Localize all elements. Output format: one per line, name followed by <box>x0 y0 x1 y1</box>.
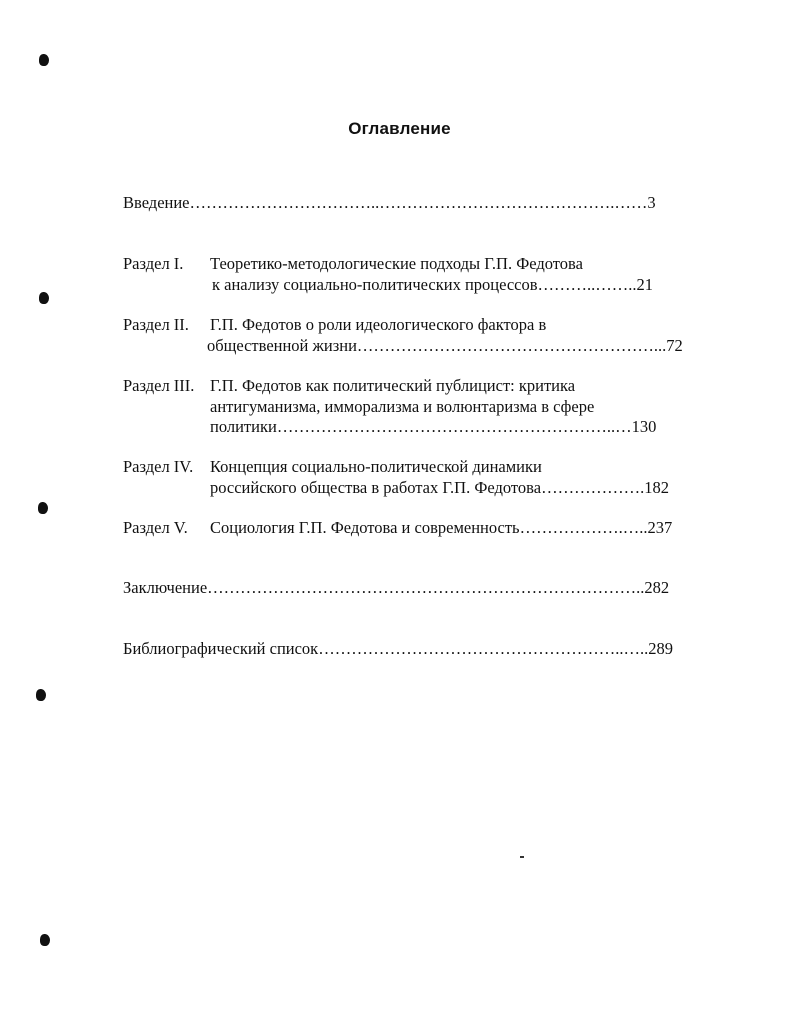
toc-entry-text: Библиографический список <box>123 639 319 658</box>
section-title-line: Концепция социально-политической динамики <box>210 457 542 476</box>
toc-page-number: 72 <box>666 336 683 355</box>
toc-leader: ……………………………..…………………………………….…… <box>189 193 648 212</box>
toc-section-1-line-2 <box>212 274 653 295</box>
toc-section-4-line-2 <box>210 477 669 498</box>
punch-hole-mark <box>38 502 48 514</box>
section-title-line: Г.П. Федотов о роли идеологического фактора в <box>210 315 547 334</box>
toc-page-number: 282 <box>644 578 670 597</box>
toc-entry-conclusion <box>123 577 669 598</box>
section-title-line: Теоретико-методологические подходы Г.П. Федотова <box>210 254 583 273</box>
toc-entry-text: Введение <box>123 193 190 212</box>
toc-page-number: 182 <box>644 478 669 497</box>
toc-section-2-line-2 <box>207 335 683 356</box>
section-label: Раздел IV. <box>123 457 194 476</box>
toc-entry-text: Заключение <box>123 578 208 597</box>
toc-page-number: 289 <box>648 639 673 658</box>
section-title-line: российского общества в работах Г.П. Федотова <box>210 478 542 497</box>
punch-hole-mark <box>39 292 49 304</box>
toc-entry-intro <box>123 192 656 213</box>
toc-page-number: 130 <box>631 417 657 436</box>
section-title-line: общественной жизни <box>207 336 357 355</box>
toc-entry-bibliography <box>123 638 673 659</box>
section-title-line: политики <box>210 417 277 436</box>
punch-hole-mark <box>39 54 49 66</box>
section-title-line: к анализу социально-политических процессов <box>212 275 538 294</box>
toc-page-number: 21 <box>636 275 654 294</box>
section-label: Раздел II. <box>123 315 189 334</box>
toc-leader: …………………………………………………………………….. <box>207 578 645 597</box>
section-label: Раздел I. <box>123 254 184 273</box>
scan-speck <box>520 856 524 858</box>
section-title-line: антигуманизма, имморализма и волюнтаризма в сфере <box>210 397 595 416</box>
toc-section-3-line-2 <box>210 396 594 417</box>
toc-leader: ………………………………………………..….. <box>318 639 649 658</box>
toc-section-3-line-3 <box>210 416 656 437</box>
toc-section-3-line-1 <box>123 375 575 396</box>
toc-leader: ……………….….. <box>519 518 648 537</box>
punch-hole-mark <box>40 934 50 946</box>
section-label: Раздел III. <box>123 376 195 395</box>
toc-leader: ………………………………………………... <box>356 336 667 355</box>
toc-leader: ………………. <box>541 478 645 497</box>
page-title: Оглавление <box>348 119 451 138</box>
toc-section-2-line-1 <box>123 314 546 335</box>
section-title-line: Г.П. Федотов как политический публицист: критика <box>210 376 576 395</box>
section-label: Раздел V. <box>123 518 188 537</box>
toc-leader: ………..…….. <box>537 275 637 294</box>
toc-section-4-line-1 <box>123 456 542 477</box>
toc-section-5-line-1 <box>123 517 672 538</box>
toc-page-number: 237 <box>647 518 673 537</box>
toc-page-number: 3 <box>647 193 656 212</box>
punch-hole-mark <box>36 689 46 701</box>
toc-section-1-line-1 <box>123 253 583 274</box>
section-title-line: Социология Г.П. Федотова и современность <box>210 518 520 537</box>
toc-leader: ……………………………………………………..… <box>276 417 632 436</box>
